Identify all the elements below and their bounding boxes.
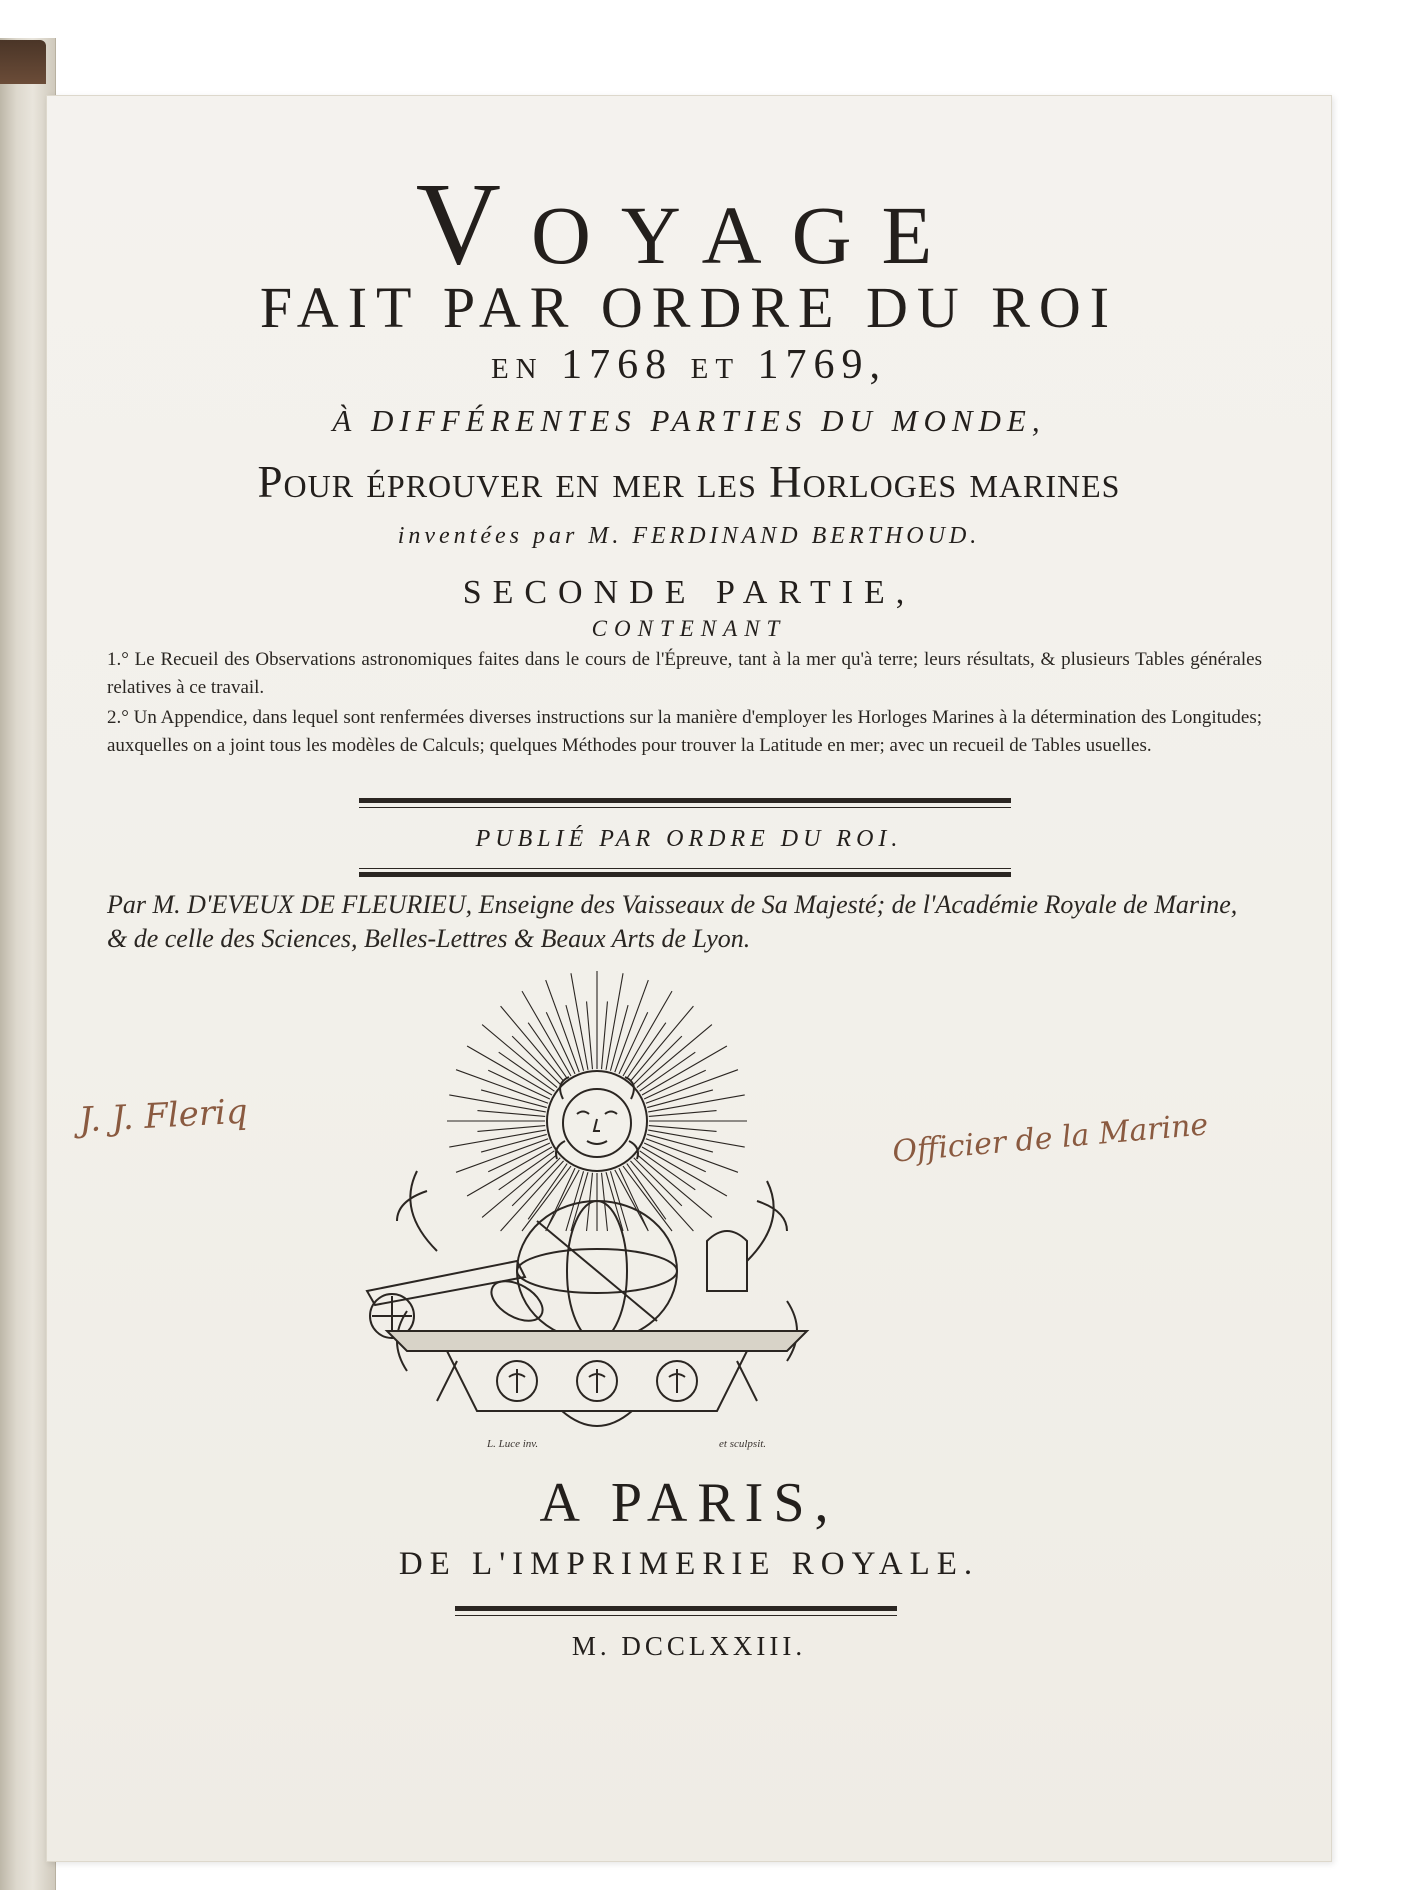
sun-ray: [512, 1158, 560, 1206]
sun-ray: [634, 1158, 682, 1206]
sun-ray: [619, 1168, 648, 1230]
sun-ray: [640, 1052, 696, 1091]
part-heading: SECONDE PARTIE,: [462, 574, 916, 611]
publication-date: M. DCCLXXIII.: [571, 1631, 807, 1661]
sun-ray: [477, 1111, 545, 1117]
sun-ray: [501, 1006, 564, 1081]
fleur-de-lis-base-icon: [387, 1331, 807, 1426]
leather-binding-corner: [0, 40, 46, 84]
sun-ray: [522, 991, 571, 1076]
sun-ray: [640, 1151, 696, 1190]
published-by-order: PUBLIÉ PAR ORDRE DU ROI.: [475, 826, 903, 852]
rule-upper-thin: [359, 807, 1011, 808]
place-of-publication: A PARIS,: [539, 1472, 839, 1534]
sun-ray: [546, 1170, 580, 1231]
sun-ray: [649, 1126, 717, 1132]
handwritten-signature-left: J. J. Fleriq: [78, 1091, 249, 1141]
contents-item-1: 1.° Le Recueil des Observations astronomiques faites dans le cours de l'Épreuve, tant à la mer qu'à terre; leurs résultats, & plusieurs Tables générales relatives à ce travail.: [107, 649, 1262, 698]
sun-ray: [482, 1154, 557, 1217]
subtitle-line-3: À DIFFÉRENTES PARTIES DU MONDE,: [332, 403, 1046, 438]
vignette-image: [347, 971, 847, 1441]
rule-bottom-thick: [455, 1606, 897, 1611]
contents-item-2: 2.° Un Appendice, dans lequel sont renfermées diverses instructions sur la manière d'employer les Horloges Marines à la détermination des Longitudes; auxquelles on a joint tous les modèles de Calculs; quelques Méthodes pour trouver la Latitude en mer; avec un recueil de Tables usuelles.: [107, 707, 1262, 756]
sun-ray: [546, 1168, 575, 1230]
subtitle-line-2: en 1768 et 1769,: [490, 342, 888, 388]
sun-ray: [627, 1023, 666, 1079]
rule-upper-thick: [359, 798, 1011, 803]
subtitle-line-5: inventées par M. FERDINAND BERTHOUD.: [397, 523, 981, 549]
engraver-credit-left: L. Luce inv.: [487, 1438, 539, 1450]
subtitle-line-4: Pour éprouver en mer les Horloges marines: [257, 457, 1121, 507]
sun-ray: [482, 1025, 557, 1088]
printer-name: DE L'IMPRIMERIE ROYALE.: [398, 1546, 980, 1582]
book-title: Voyage: [415, 158, 963, 289]
containing-heading: CONTENANT: [591, 616, 787, 641]
handwritten-note-right: Officier de la Marine: [891, 1107, 1210, 1170]
sun-ray: [623, 991, 672, 1076]
sun-ray: [627, 1164, 666, 1220]
sun-ray: [634, 1036, 682, 1084]
sun-ray: [637, 1025, 712, 1088]
author-line: Par M. D'EVEUX DE FLEURIEU, Enseigne des Vaisseaux de Sa Majesté; de l'Académie Royale de Marine, & de celle des Sciences, Belles-Lettres & Beaux Arts de Lyon.: [107, 890, 1238, 953]
sun-ray: [499, 1151, 555, 1190]
sun-ray: [649, 1111, 717, 1117]
title-page: [46, 95, 1332, 1862]
rule-bottom-thin: [455, 1615, 897, 1616]
engraver-credit-right: et sculpsit.: [719, 1438, 767, 1450]
sun-ray: [528, 1023, 567, 1079]
sun-ray: [615, 1170, 649, 1231]
sun-ray: [528, 1164, 567, 1220]
sun-ray: [499, 1052, 555, 1091]
subtitle-line-1: FAIT PAR ORDRE DU ROI: [259, 275, 1119, 340]
sun-ray: [637, 1154, 712, 1217]
sun-ray: [630, 1006, 693, 1081]
sun-ray: [467, 1046, 552, 1095]
rule-lower-thick: [359, 872, 1011, 877]
sun-ray: [512, 1036, 560, 1084]
sun-ray: [642, 1046, 727, 1095]
sun-ray: [477, 1126, 545, 1132]
sun-ray: [587, 1001, 593, 1069]
rule-lower-thin: [359, 868, 1011, 869]
sun-ray: [602, 1001, 608, 1069]
